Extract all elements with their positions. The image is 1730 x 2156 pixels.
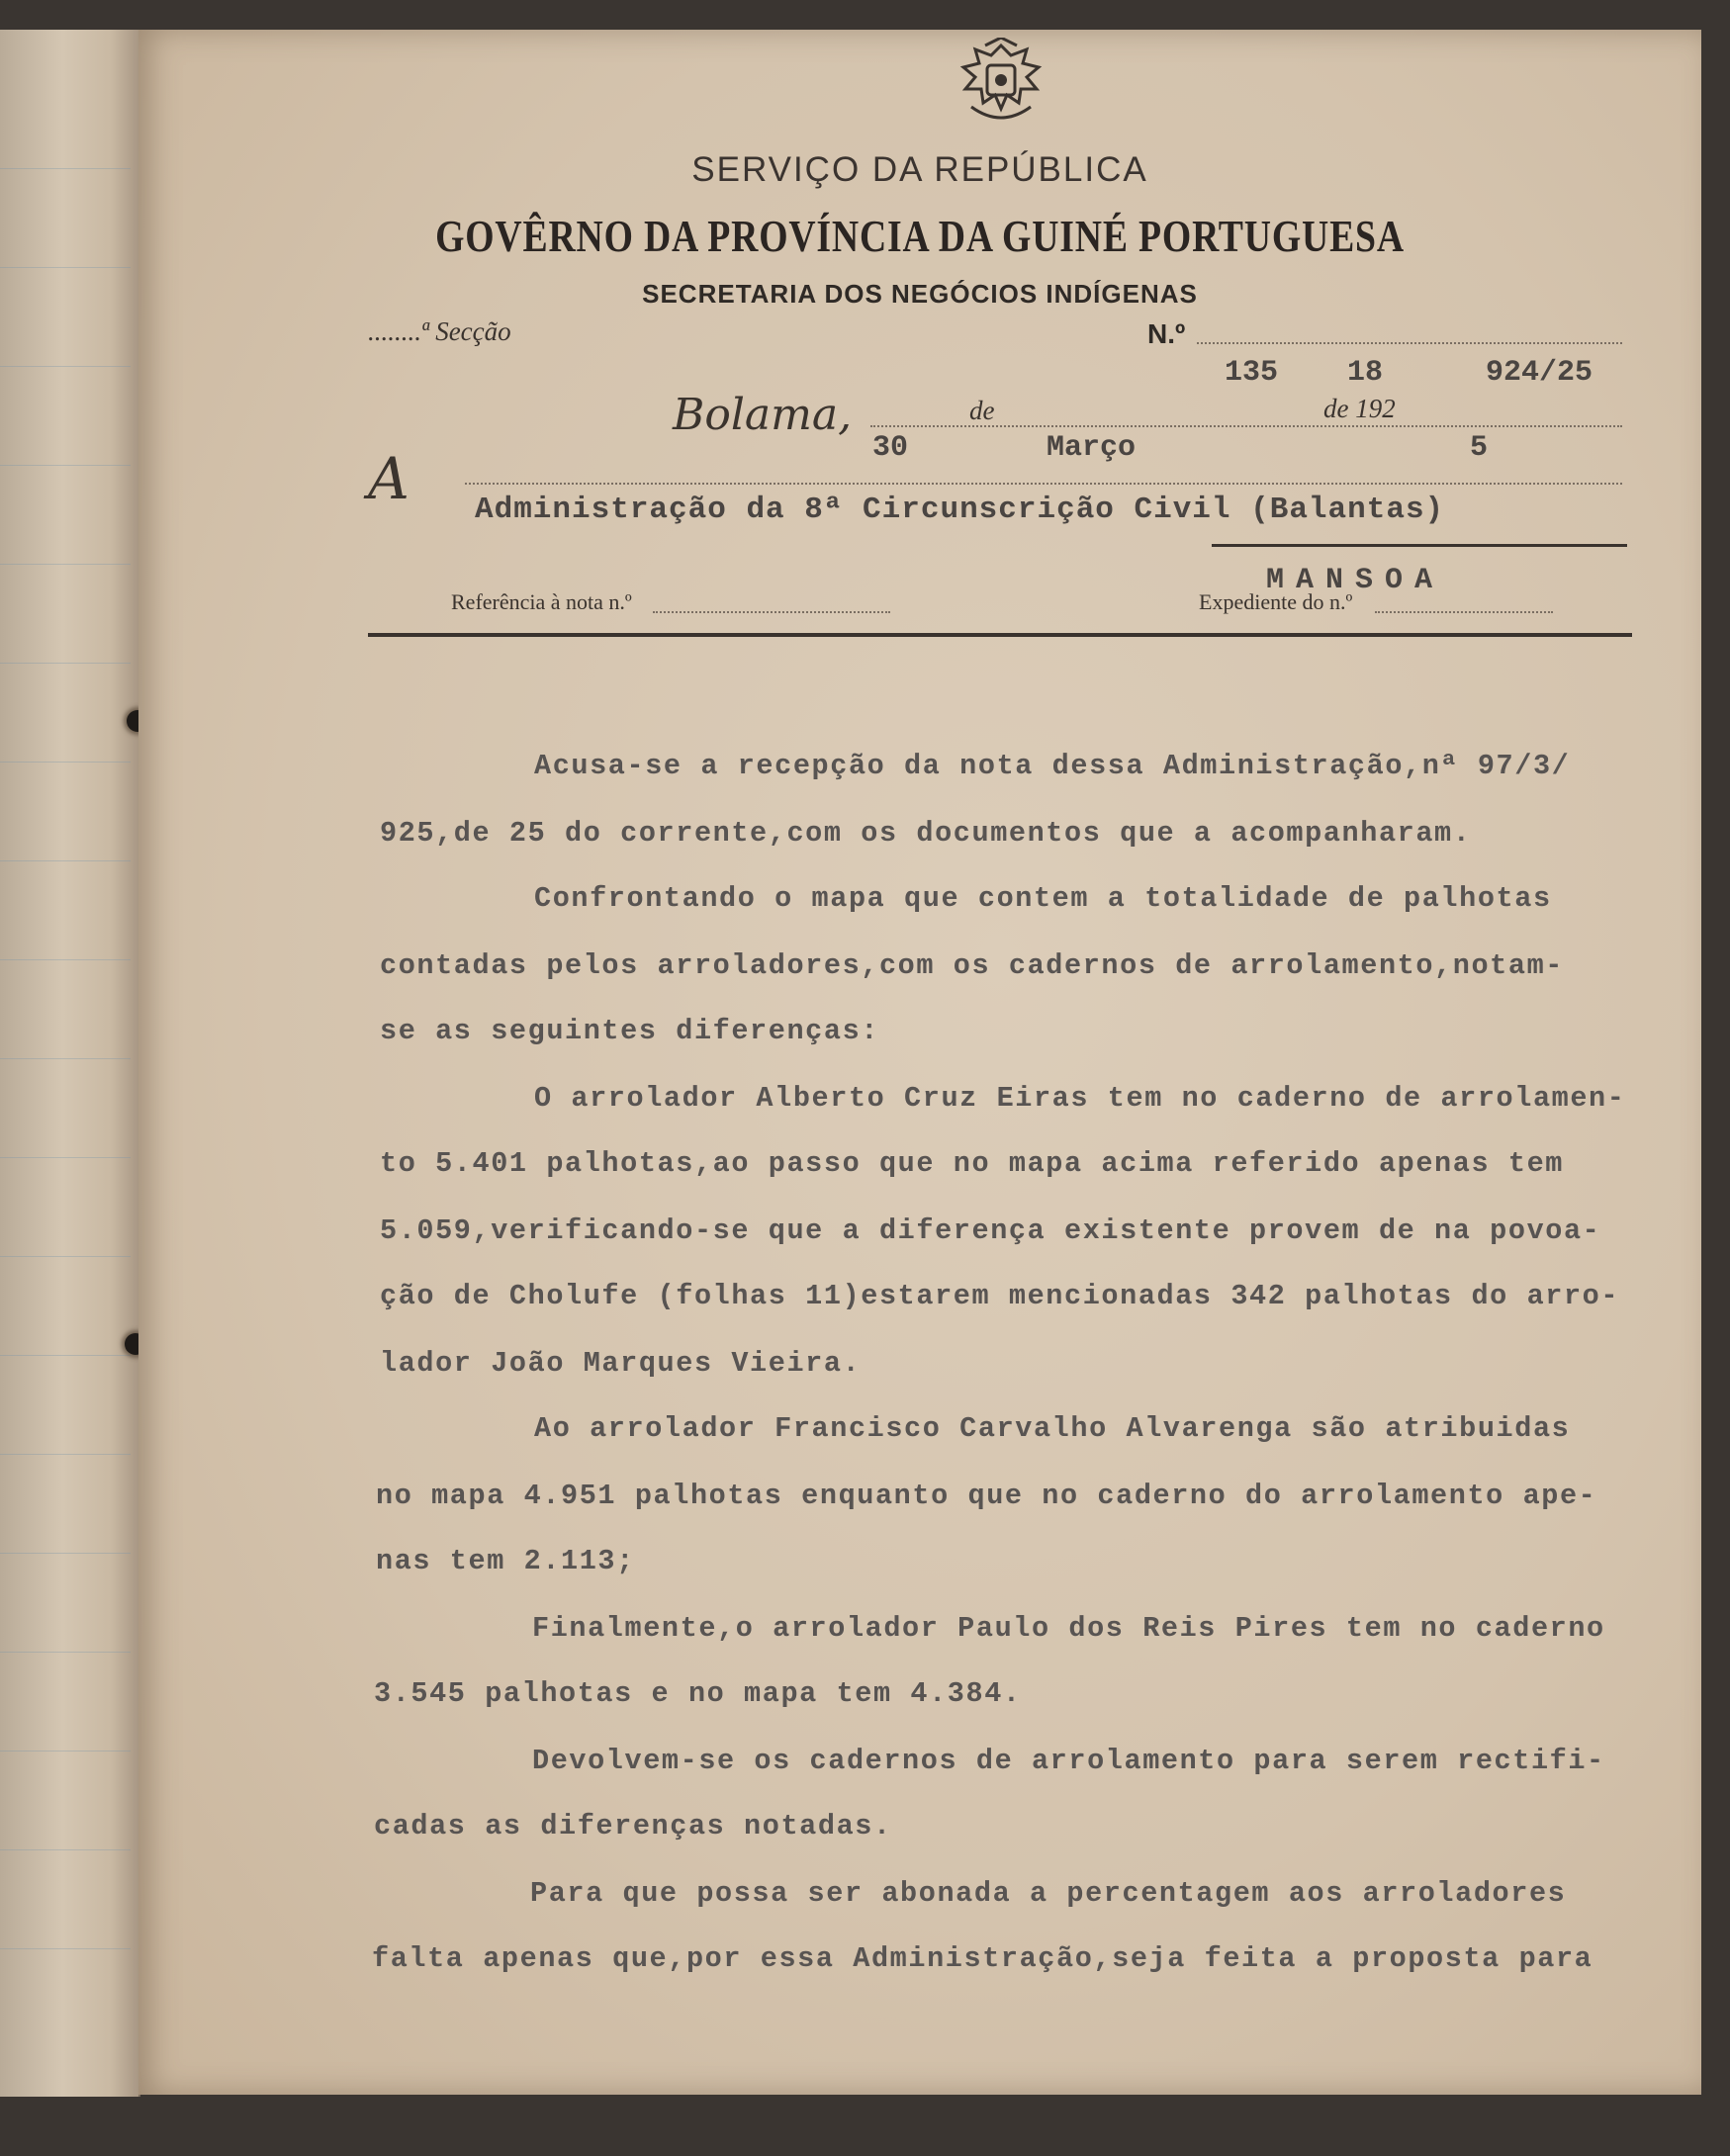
body-line: nas tem 2.113; xyxy=(376,1545,635,1577)
header-separator-rule xyxy=(368,633,1632,637)
left-facing-page xyxy=(0,30,140,2097)
body-line: 3.545 palhotas e no mapa tem 4.384. xyxy=(374,1677,1022,1710)
body-line: Acusa-se a recepção da nota dessa Administração,nª 97/3/ xyxy=(534,750,1571,782)
body-line: Ao arrolador Francisco Carvalho Alvarenga são atribuidas xyxy=(534,1412,1571,1445)
date-day: 30 xyxy=(872,431,909,465)
body-line: Confrontando o mapa que contem a totalidade de palhotas xyxy=(534,882,1552,915)
body-line: lador João Marques Vieira. xyxy=(380,1347,862,1380)
coat-of-arms-emblem xyxy=(942,38,1060,136)
referencia-label: Referência à nota n.º xyxy=(451,589,632,614)
body-line: contadas pelos arroladores,com os cadernos de arrolamento,notam- xyxy=(380,949,1564,982)
body-line: to 5.401 palhotas,ao passo que no mapa acima referido apenas tem xyxy=(380,1147,1564,1180)
header-secretaria: SECRETARIA DOS NEGÓCIOS INDÍGENAS xyxy=(642,279,1198,309)
body-line: falta apenas que,por essa Administração,seja feita a proposta para xyxy=(372,1942,1593,1975)
date-year-digit: 5 xyxy=(1470,431,1489,465)
location-typed: MANSOA xyxy=(1266,564,1445,597)
numero-value-1: 135 xyxy=(1225,356,1279,390)
numero-value-3: 924/25 xyxy=(1486,356,1593,390)
referencia-dotted-line xyxy=(653,611,890,613)
body-line: no mapa 4.951 palhotas enquanto que no caderno do arrolamento ape- xyxy=(376,1480,1597,1512)
body-line: 5.059,verificando-se que a diferença existente provem de na povoa- xyxy=(380,1214,1601,1247)
de-label-1: de xyxy=(969,396,995,425)
addressee-rule xyxy=(1212,544,1627,547)
seccao-label: ........ª Secção xyxy=(368,316,511,346)
numero-value-2: 18 xyxy=(1347,356,1384,390)
addressee-text: Administração da 8ª Circunscrição Civil (Balantas) xyxy=(475,493,1445,527)
body-line: cadas as diferenças notadas. xyxy=(374,1810,892,1842)
body-line: Finalmente,o arrolador Paulo dos Reis Pires tem no caderno xyxy=(532,1612,1605,1645)
addressee-prefix: A xyxy=(368,445,410,512)
de-label-2: de 192 xyxy=(1323,394,1396,423)
body-line: 925,de 25 do corrente,com os documentos que a acompanharam. xyxy=(380,817,1472,850)
date-month: Março xyxy=(1047,431,1137,465)
expediente-label: Expediente do n.º xyxy=(1199,589,1353,614)
body-line: O arrolador Alberto Cruz Eiras tem no caderno de arrolamen- xyxy=(534,1082,1626,1115)
numero-label: N.º xyxy=(1147,318,1186,349)
body-line: se as seguintes diferenças: xyxy=(380,1015,879,1047)
numero-dotted-line xyxy=(1197,342,1622,344)
header-servico: SERVIÇO DA REPÚBLICA xyxy=(691,150,1148,189)
addressee-dotted-line xyxy=(465,483,1622,485)
place-label: Bolama, xyxy=(673,390,853,440)
document-page xyxy=(138,30,1701,2095)
expediente-dotted-line xyxy=(1375,611,1553,613)
body-line: Para que possa ser abonada a percentagem aos arroladores xyxy=(530,1877,1567,1910)
header-governo: GOVÊRNO DA PROVÍNCIA DA GUINÉ PORTUGUESA xyxy=(435,211,1405,261)
body-line: ção de Cholufe (folhas 11)estarem mencionadas 342 palhotas do arro- xyxy=(380,1280,1620,1312)
body-line: Devolvem-se os cadernos de arrolamento para serem rectifi- xyxy=(532,1745,1605,1777)
date-dotted-line xyxy=(870,425,1622,427)
